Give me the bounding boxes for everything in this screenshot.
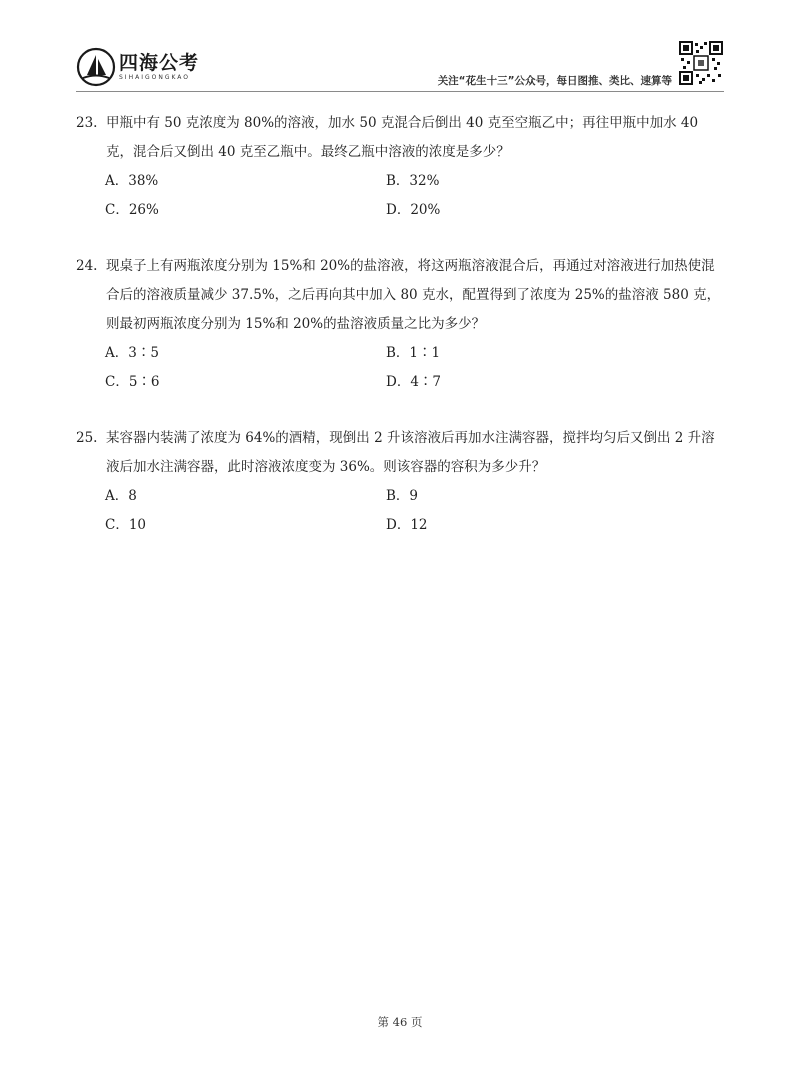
header-tagline: 关注“花生十三”公众号，每日图推、类比、速算等 (437, 75, 672, 87)
question-number: 24. (76, 258, 98, 274)
option-b: B．9 (386, 488, 419, 504)
option-c: C．26% (105, 202, 159, 218)
logo-subtitle: SIHAIGONGKAO (119, 74, 191, 81)
question-24 (76, 252, 724, 397)
logo-title: 四海公考 (119, 52, 200, 74)
header-divider (76, 91, 724, 92)
sailboat-logo-icon (76, 47, 116, 87)
question-stem: 现桌子上有两瓶浓度分别为 15%和 20%的盐溶液，将这两瓶溶液混合后，再通过对溶液进行加热使混合后的溶液质量减少 37.5%，之后再向其中加入 80 克水，配置得到了浓度为 25%的盐溶液 580 克，则最初两瓶浓度分别为 15%和 20%的盐溶液质量之比为多少？ (106, 258, 721, 332)
question-number: 25. (76, 430, 98, 446)
option-b: B．1∶1 (386, 345, 441, 361)
brand-logo (76, 47, 199, 87)
option-b: B．32% (386, 173, 440, 189)
option-d: D．20% (386, 202, 441, 218)
answer-options (105, 167, 724, 225)
option-c: C．10 (105, 517, 147, 533)
question-number: 23. (76, 115, 98, 131)
option-a: A．8 (105, 488, 137, 504)
page-number: 第 46 页 (377, 1015, 423, 1029)
option-c: C．5∶6 (105, 374, 160, 390)
question-25 (76, 424, 724, 540)
answer-options (105, 482, 724, 540)
question-stem: 甲瓶中有 50 克浓度为 80%的溶液，加水 50 克混合后倒出 40 克至空瓶乙中；再往甲瓶中加水 40 克，混合后又倒出 40 克至乙瓶中。最终乙瓶中溶液的浓度是多少？ (106, 115, 699, 160)
qr-code-icon (679, 41, 723, 85)
page-header (0, 0, 800, 100)
option-d: D．4∶7 (386, 374, 442, 390)
option-a: A．38% (105, 173, 159, 189)
question-stem: 某容器内装满了浓度为 64%的酒精，现倒出 2 升该溶液后再加水注满容器，搅拌均匀后又倒出 2 升溶液后加水注满容器，此时溶液浓度变为 36%。则该容器的容积为多少升？ (106, 430, 715, 475)
option-d: D．12 (386, 517, 428, 533)
answer-options (105, 339, 724, 397)
question-23 (76, 109, 724, 225)
option-a: A．3∶5 (105, 345, 159, 361)
